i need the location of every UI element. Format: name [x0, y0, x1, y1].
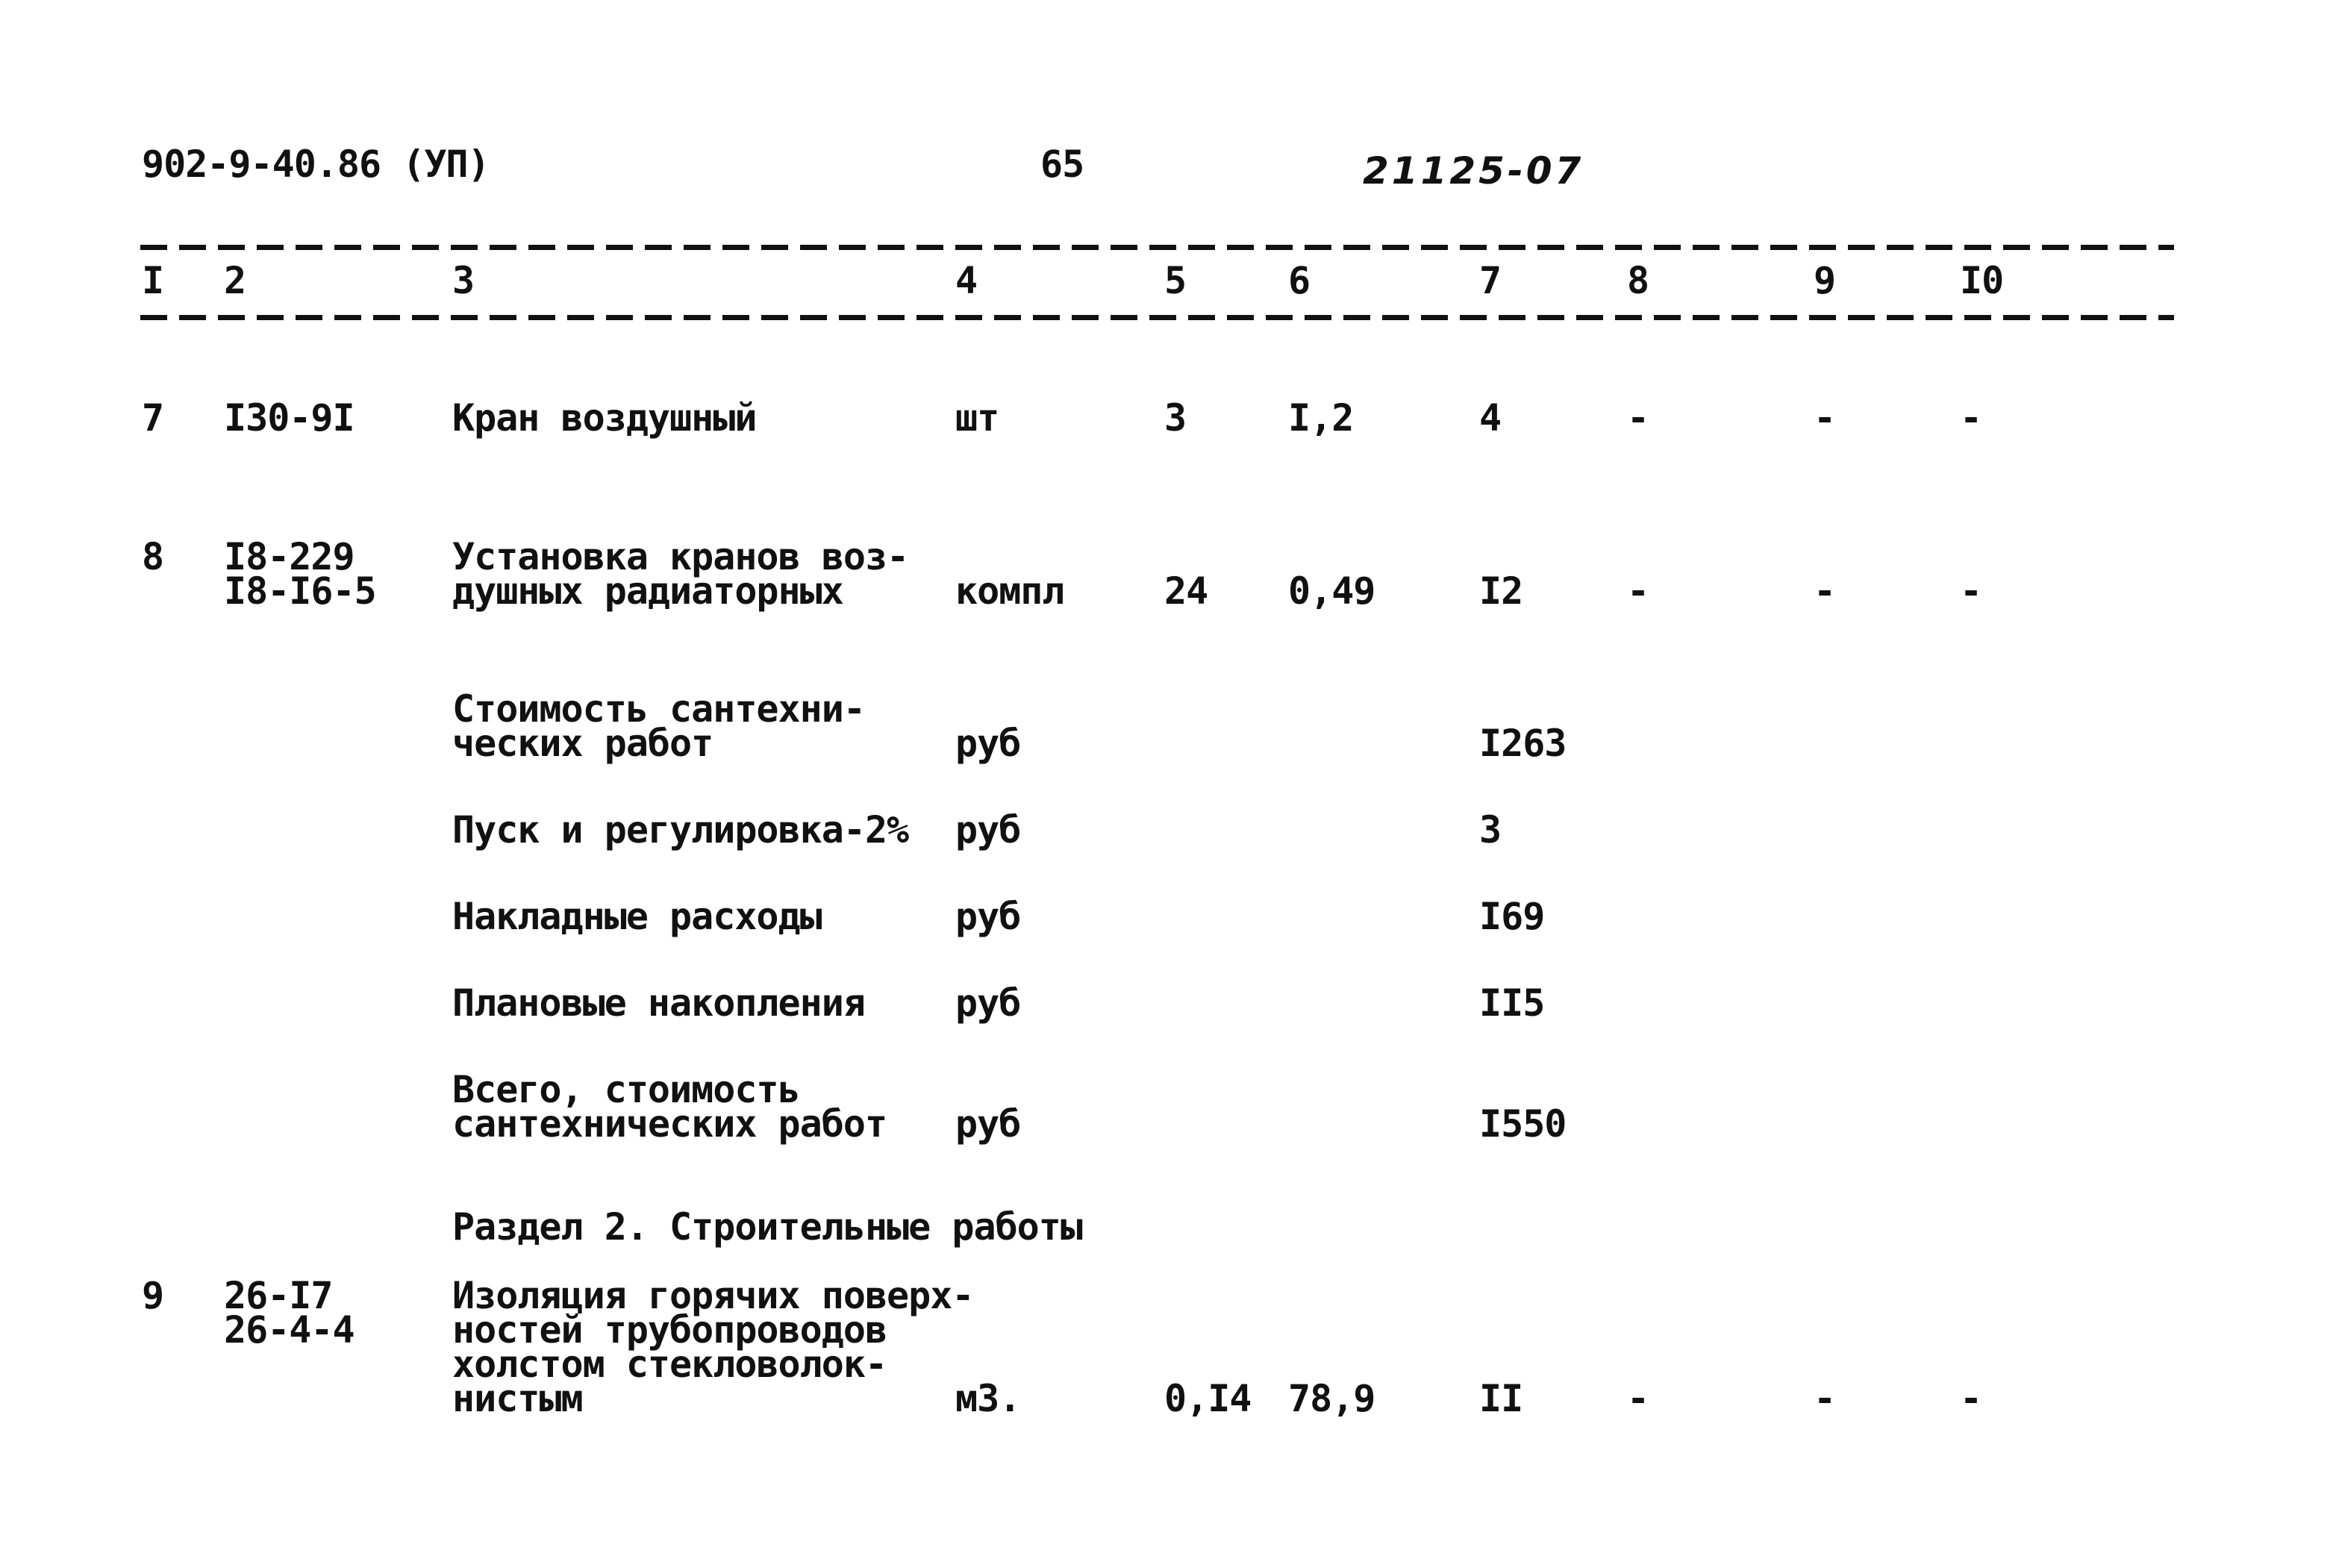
column-header: 8 [1627, 259, 1649, 302]
row-code: 26-4-4 [224, 1308, 355, 1352]
summary-unit: руб [955, 1102, 1021, 1146]
row-code: I30-9I [224, 396, 355, 440]
row-unit: компл [955, 569, 1064, 613]
summary-label: Всего, стоимость [452, 1068, 800, 1111]
section-heading: Раздел 2. Строительные работы [452, 1205, 1082, 1249]
column-header: 2 [224, 259, 246, 302]
row-col8: - [1627, 396, 1649, 440]
column-header: I [142, 259, 164, 302]
column-header: 5 [1164, 259, 1187, 302]
summary-cost: 3 [1479, 808, 1502, 852]
summary-cost: I263 [1479, 722, 1567, 765]
column-header: 4 [955, 259, 978, 302]
summary-cost: I550 [1479, 1102, 1567, 1146]
row-col10: - [1960, 569, 1982, 613]
row-name: холстом стекловолок- [452, 1343, 887, 1386]
row-name: Изоляция горячих поверх- [452, 1274, 974, 1317]
row-unit-price: 0,49 [1288, 569, 1375, 613]
column-header: 6 [1288, 259, 1311, 302]
row-col8: - [1627, 1377, 1649, 1420]
row-cost: I2 [1479, 569, 1523, 613]
row-quantity: 0,I4 [1164, 1377, 1252, 1420]
row-quantity: 24 [1164, 569, 1208, 613]
header-rule-top [140, 245, 2174, 250]
column-header: 9 [1814, 259, 1836, 302]
row-unit-price: I,2 [1288, 396, 1354, 440]
summary-label: Стоимость сантехни- [452, 687, 865, 731]
row-number: 7 [142, 396, 164, 440]
summary-label: Накладные расходы [452, 895, 822, 938]
row-name: Установка кранов воз- [452, 535, 909, 578]
row-code: 26-I7 [224, 1274, 333, 1317]
archive-stamp: 21125-07 [1363, 149, 1584, 193]
row-cost: II [1479, 1377, 1523, 1420]
row-quantity: 3 [1164, 396, 1187, 440]
summary-cost: I69 [1479, 895, 1545, 938]
summary-unit: руб [955, 895, 1021, 938]
summary-label: ческих работ [452, 722, 713, 765]
row-unit-price: 78,9 [1288, 1377, 1375, 1420]
header-rule-bottom [140, 315, 2174, 320]
page-number: 65 [1040, 143, 1084, 186]
row-name: нистым [452, 1377, 583, 1420]
summary-label: сантехнических работ [452, 1102, 887, 1146]
column-header: 3 [452, 259, 475, 302]
row-unit: шт [955, 396, 999, 440]
row-code: I8-I6-5 [224, 569, 376, 613]
column-header: I0 [1960, 259, 2004, 302]
row-name: Кран воздушный [452, 396, 757, 440]
column-header: 7 [1479, 259, 1502, 302]
row-unit: м3. [955, 1377, 1021, 1420]
row-col9: - [1814, 569, 1836, 613]
row-name: душных радиаторных [452, 569, 843, 613]
summary-unit: руб [955, 808, 1021, 852]
row-number: 9 [142, 1274, 164, 1317]
document-code: 902-9-40.86 (УП) [142, 143, 490, 186]
row-code: I8-229 [224, 535, 355, 578]
summary-unit: руб [955, 722, 1021, 765]
row-cost: 4 [1479, 396, 1502, 440]
row-name: ностей трубопроводов [452, 1308, 887, 1352]
summary-unit: руб [955, 981, 1021, 1025]
row-col10: - [1960, 396, 1982, 440]
row-col10: - [1960, 1377, 1982, 1420]
summary-label: Плановые накопления [452, 981, 865, 1025]
row-col9: - [1814, 1377, 1836, 1420]
summary-label: Пуск и регулировка-2% [452, 808, 909, 852]
row-col8: - [1627, 569, 1649, 613]
row-col9: - [1814, 396, 1836, 440]
summary-cost: II5 [1479, 981, 1545, 1025]
row-number: 8 [142, 535, 164, 578]
